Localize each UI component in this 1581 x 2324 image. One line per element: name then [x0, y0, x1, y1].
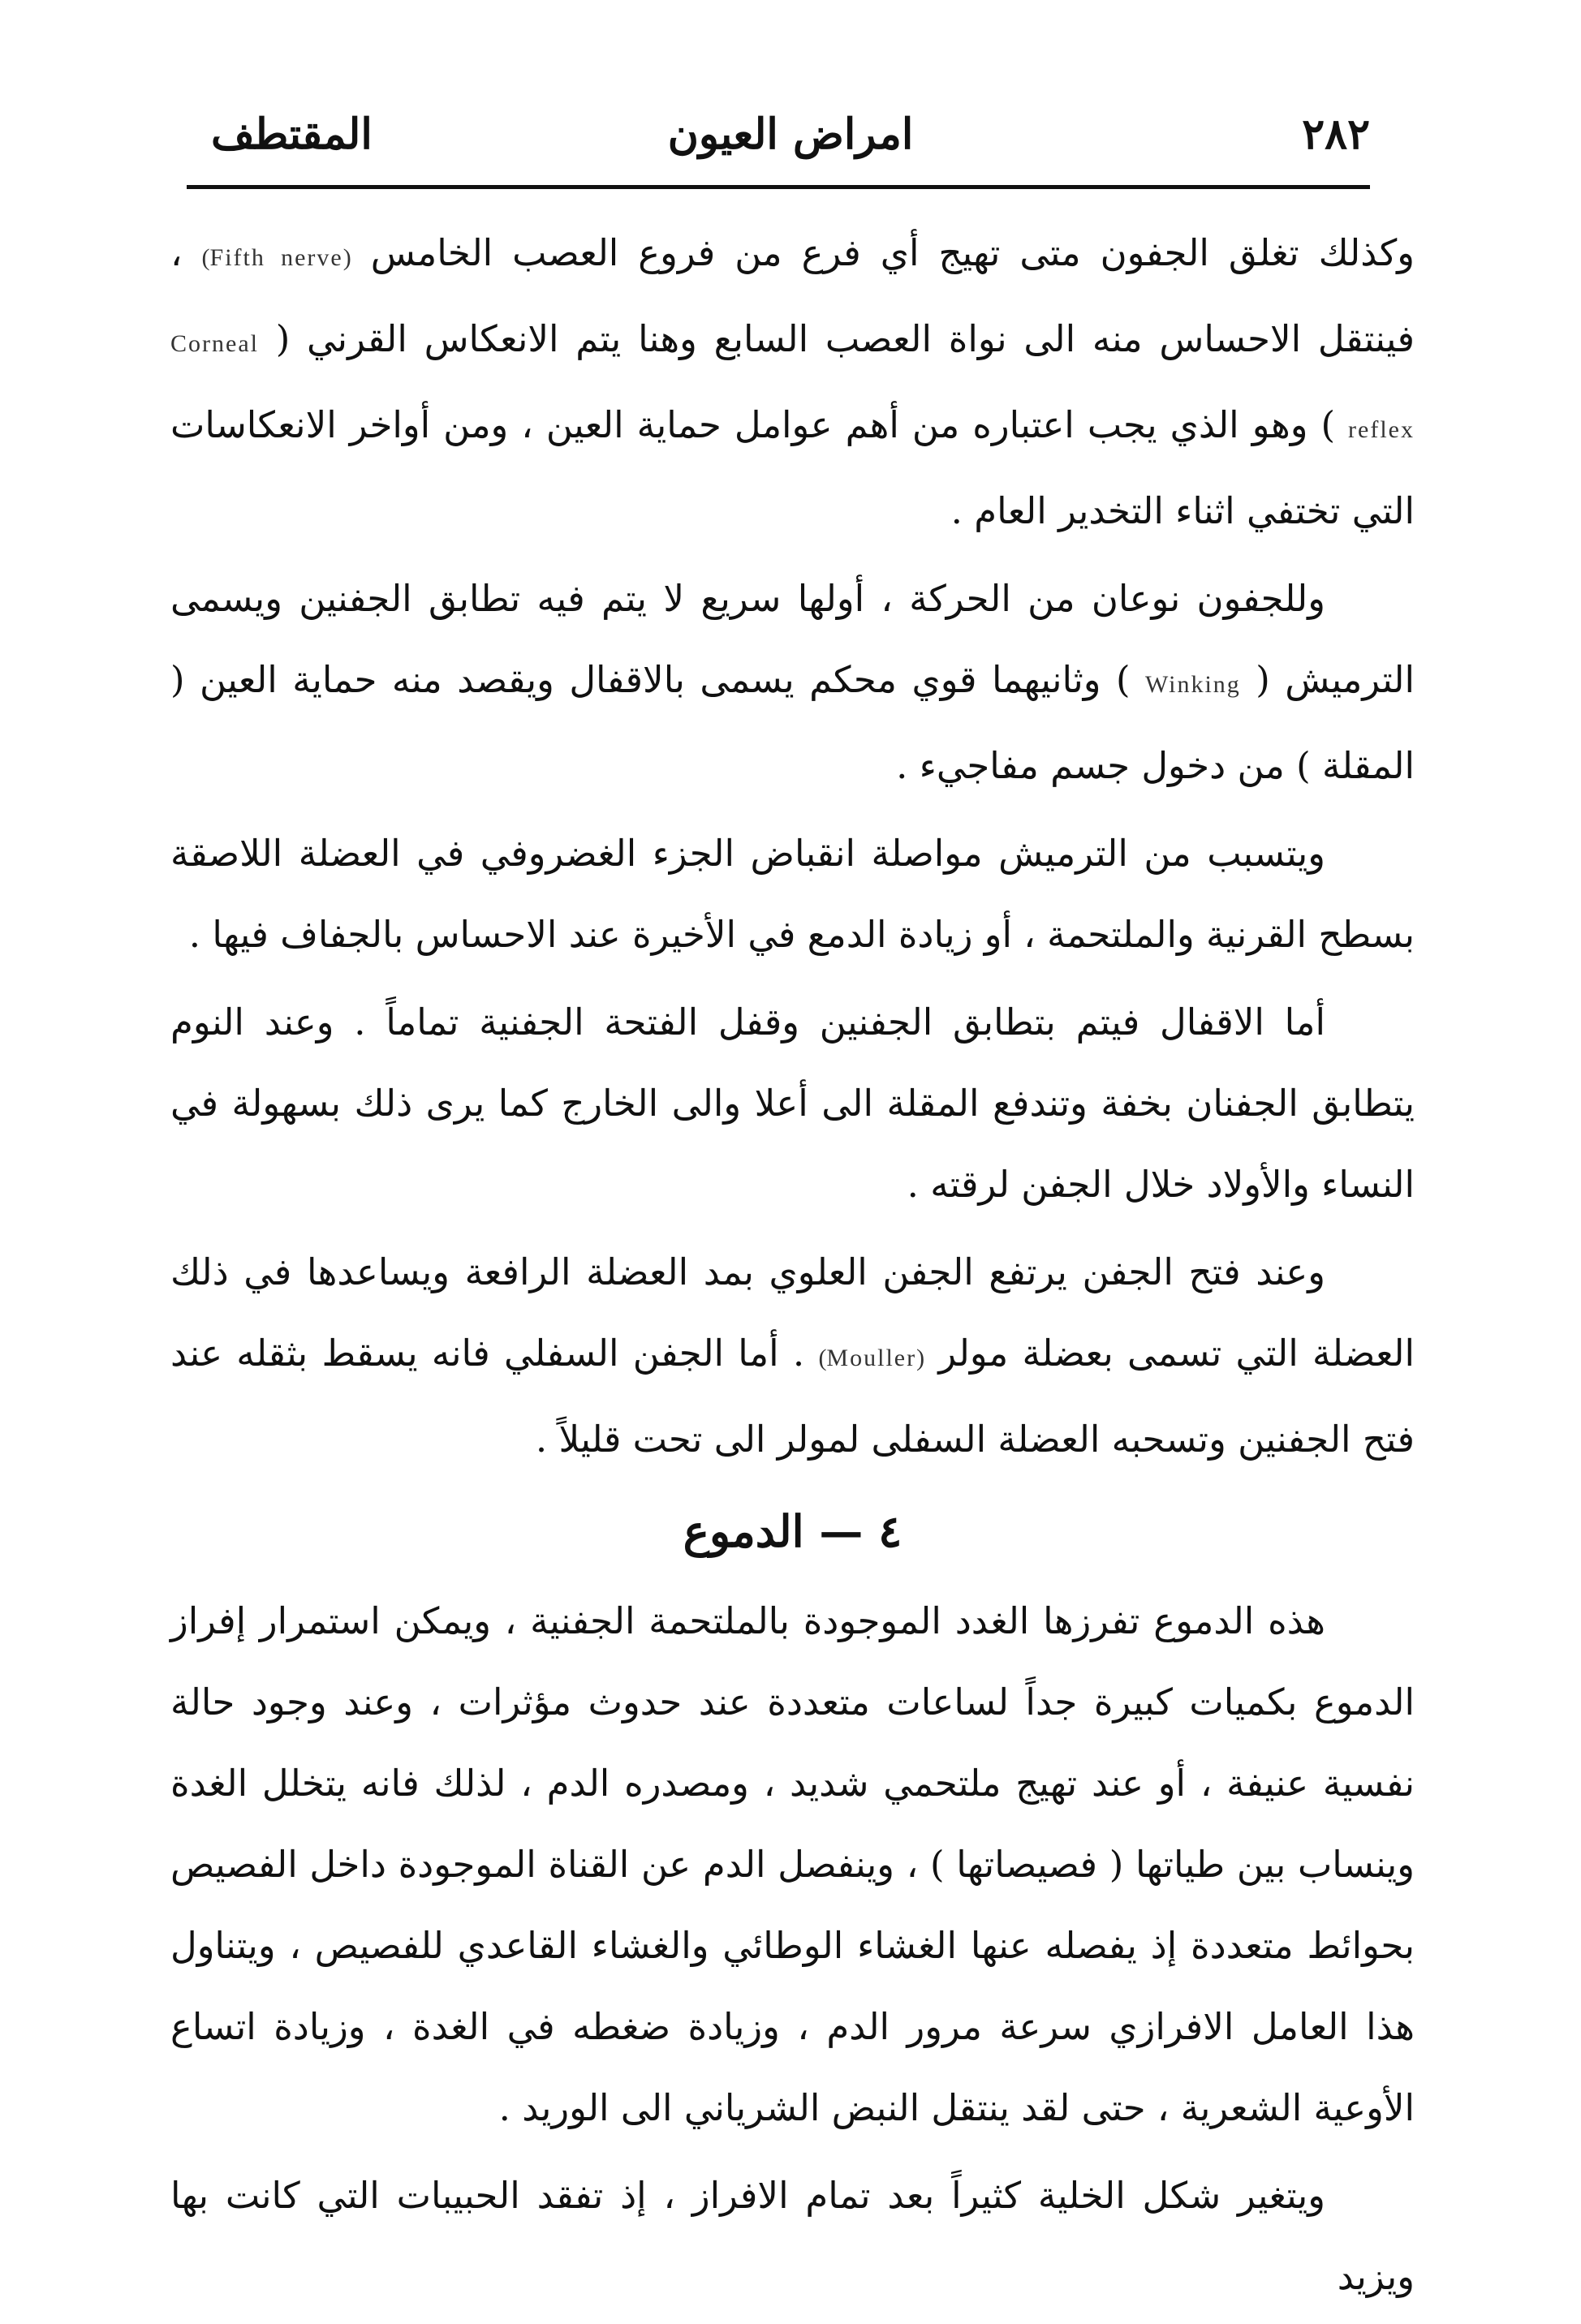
latin-term: (Mouller) — [818, 1345, 925, 1371]
page-number: ٢٨٢ — [1302, 109, 1370, 159]
page-header — [211, 97, 1370, 170]
paragraph-1: وكذلك تغلق الجفون متى تهيج أي فرع من فروع العصب الخامس (Fifth nerve) ، فينتقل الاحساس منه الى نواة العصب السابع وهنا يتم الانعكاس القرني ( Corneal reflex ) وهو الذي يجب اعتباره من أهم عوامل حماية العين ، ومن أواخر الانعكاسات التي تختفي اثناء التخدير العام . — [170, 231, 1415, 532]
latin-term: (Fifth nerve) — [201, 244, 351, 271]
paragraph-5: وعند فتح الجفن يرتفع الجفن العلوي بمد العضلة الرافعة ويساعدها في ذلك العضلة التي تسمى بعضلة مولر (Mouller) . أما الجفن السفلي فانه يسقط بثقله عند فتح الجفنين وتسحبه العضلة السفلى لمولر الى تحت قليلاً . — [170, 1250, 1415, 1461]
journal-name: المقتطف — [211, 109, 373, 159]
paragraph-7: ويتغير شكل الخلية كثيراً بعد تمام الافراز ، إذ تفقد الحبيبات التي كانت بها ويزيد — [170, 2174, 1415, 2298]
section-heading: ٤ — الدموع — [683, 1505, 903, 1557]
paragraph-3: ويتسبب من الترميش مواصلة انقباض الجزء الغضروفي في العضلة اللاصقة بسطح القرنية والملتحمة ، أو زيادة الدمع في الأخيرة عند الاحساس بالجفاف فيها . — [170, 832, 1415, 956]
latin-term: Winking — [1145, 671, 1241, 698]
latin-term: Corneal reflex — [170, 330, 1415, 443]
page-body — [170, 213, 1415, 2324]
paragraph-2: وللجفون نوعان من الحركة ، أولها سريع لا يتم فيه تطابق الجفنين ويسمى الترميش ( Winking ) وثانيهما قوي محكم يسمى بالاقفال ويقصد منه حماية العين ( المقلة ) من دخول جسم مفاجيء . — [170, 577, 1415, 787]
paragraph-6: هذه الدموع تفرزها الغدد الموجودة بالملتحمة الجفنية ، ويمكن استمرار إفراز الدموع بكميات كبيرة جداً لساعات متعددة عند حدوث مؤثرات ، وعند وجود حالة نفسية عنيفة ، أو عند تهيج ملتحمي شديد ، ومصدره الدم ، لذلك فانه يتخلل الغدة وينساب بين طياتها ( فصيصاتها ) ، وينفصل الدم عن القناة الموجودة داخل الفصيص بحوائط متعددة إذ يفصله عنها الغشاء الوطائي والغشاء القاعدي للفصيص ، ويتناول هذا العامل الافرازي سرعة مرور الدم ، وزيادة ضغطه في الغدة ، وزيادة اتساع الأوعية الشعرية ، حتى لقد ينتقل النبض الشرياني الى الوريد . — [170, 1599, 1415, 2129]
header-rule — [187, 185, 1370, 189]
paragraph-4: أما الاقفال فيتم بتطابق الجفنين وقفل الفتحة الجفنية تماماً . وعند النوم يتطابق الجفنان بخفة وتندفع المقلة الى أعلا والى الخارج كما يرى ذلك بسهولة في النساء والأولاد خلال الجفن لرقته . — [170, 1001, 1415, 1206]
chapter-title: امراض العيون — [667, 109, 914, 159]
